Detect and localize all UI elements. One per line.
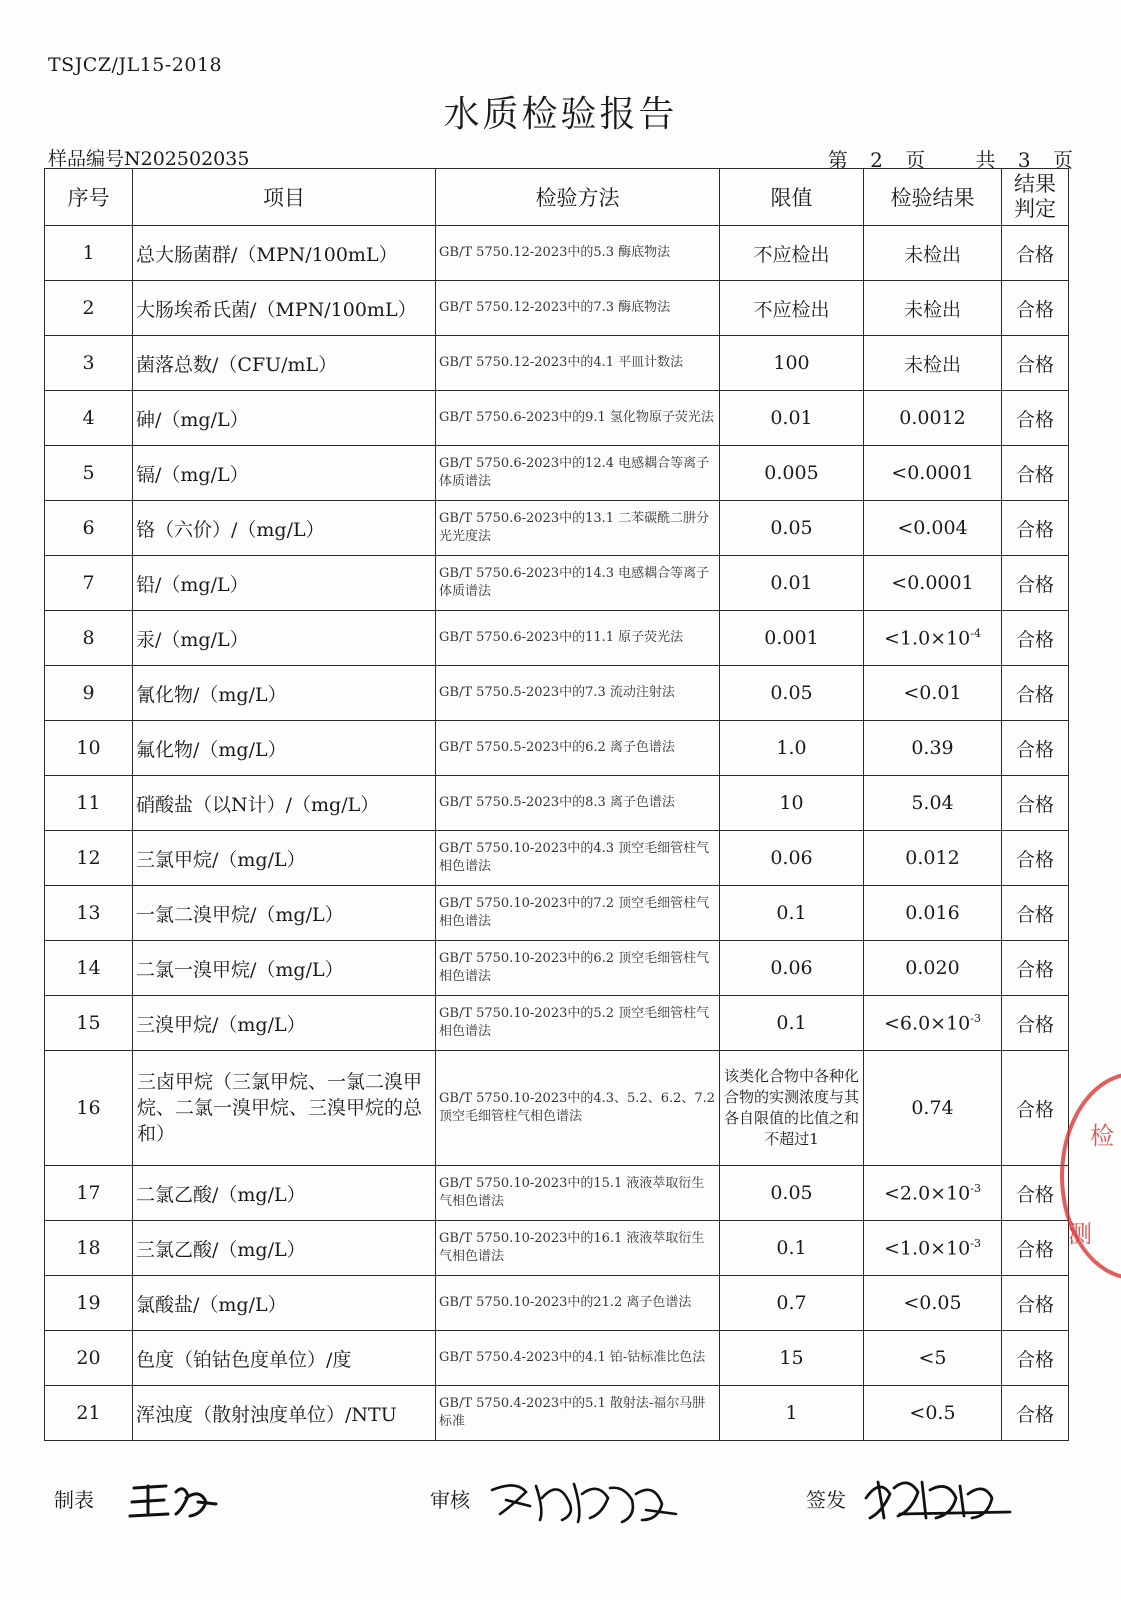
row-limit: 0.06 — [720, 941, 864, 996]
row-result: 0.016 — [864, 886, 1002, 941]
row-verdict: 合格 — [1002, 1221, 1069, 1276]
row-limit: 0.01 — [720, 556, 864, 611]
row-limit: 1.0 — [720, 721, 864, 776]
result-base: <1.0×10 — [884, 627, 971, 650]
row-item: 三溴甲烷/（mg/L） — [133, 996, 436, 1051]
table-row — [45, 1331, 1069, 1386]
row-method: GB/T 5750.6-2023中的11.1 原子荧光法 — [436, 611, 720, 666]
row-verdict: 合格 — [1002, 1166, 1069, 1221]
table-row — [45, 996, 1069, 1051]
official-stamp — [1060, 1072, 1121, 1280]
row-result: 0.0012 — [864, 391, 1002, 446]
row-verdict: 合格 — [1002, 556, 1069, 611]
row-limit: 不应检出 — [720, 281, 864, 336]
row-limit: 10 — [720, 776, 864, 831]
row-method: GB/T 5750.4-2023中的5.1 散射法-福尔马肼标准 — [436, 1386, 720, 1441]
row-number: 8 — [45, 611, 133, 666]
row-verdict: 合格 — [1002, 996, 1069, 1051]
row-limit: 100 — [720, 336, 864, 391]
results-table — [44, 168, 1069, 1441]
header-item: 项目 — [133, 169, 436, 226]
row-result: 0.012 — [864, 831, 1002, 886]
row-item: 氰化物/（mg/L） — [133, 666, 436, 721]
row-limit: 0.01 — [720, 391, 864, 446]
row-verdict: 合格 — [1002, 721, 1069, 776]
table-row — [45, 226, 1069, 281]
row-method: GB/T 5750.10-2023中的21.2 离子色谱法 — [436, 1276, 720, 1331]
row-result: <0.05 — [864, 1276, 1002, 1331]
row-item: 三氯甲烷/（mg/L） — [133, 831, 436, 886]
row-limit: 0.1 — [720, 996, 864, 1051]
result-base: <2.0×10 — [884, 1182, 971, 1205]
header-limit: 限值 — [720, 169, 864, 226]
row-method: GB/T 5750.10-2023中的16.1 液液萃取衍生气相色谱法 — [436, 1221, 720, 1276]
issue-label: 签发 — [806, 1488, 846, 1512]
row-method: GB/T 5750.6-2023中的12.4 电感耦合等离子体质谱法 — [436, 446, 720, 501]
row-result — [864, 1166, 1002, 1221]
row-result: 0.020 — [864, 941, 1002, 996]
row-item: 总大肠菌群/（MPN/100mL） — [133, 226, 436, 281]
row-limit: 1 — [720, 1386, 864, 1441]
row-limit: 0.1 — [720, 886, 864, 941]
document-code: TSJCZ/JL15-2018 — [48, 54, 223, 76]
result-base: <1.0×10 — [884, 1237, 971, 1260]
result-exponent: -3 — [970, 1181, 981, 1195]
row-result: 未检出 — [864, 336, 1002, 391]
prepared-label: 制表 — [54, 1488, 94, 1512]
row-number: 4 — [45, 391, 133, 446]
row-method: GB/T 5750.5-2023中的8.3 离子色谱法 — [436, 776, 720, 831]
row-item: 铬（六价）/（mg/L） — [133, 501, 436, 556]
table-header-row — [45, 169, 1069, 226]
row-verdict: 合格 — [1002, 446, 1069, 501]
row-limit: 15 — [720, 1331, 864, 1386]
row-verdict: 合格 — [1002, 226, 1069, 281]
table-row — [45, 1051, 1069, 1166]
table-row — [45, 1386, 1069, 1441]
row-limit: 该类化合物中各种化合物的实测浓度与其各自限值的比值之和不超过1 — [720, 1051, 864, 1166]
row-verdict: 合格 — [1002, 886, 1069, 941]
row-item: 浑浊度（散射浊度单位）/NTU — [133, 1386, 436, 1441]
row-item: 菌落总数/（CFU/mL） — [133, 336, 436, 391]
row-verdict: 合格 — [1002, 1386, 1069, 1441]
review-label: 审核 — [430, 1488, 470, 1512]
report-title: 水质检验报告 — [443, 94, 678, 135]
table-row — [45, 776, 1069, 831]
result-exponent: -4 — [970, 626, 981, 640]
row-number: 5 — [45, 446, 133, 501]
row-item: 氯酸盐/（mg/L） — [133, 1276, 436, 1331]
row-item: 砷/（mg/L） — [133, 391, 436, 446]
table-row — [45, 721, 1069, 776]
row-item: 汞/（mg/L） — [133, 611, 436, 666]
row-item: 硝酸盐（以N计）/（mg/L） — [133, 776, 436, 831]
result-exponent: -3 — [970, 1011, 981, 1025]
row-result: 0.74 — [864, 1051, 1002, 1166]
row-item: 大肠埃希氏菌/（MPN/100mL） — [133, 281, 436, 336]
row-method: GB/T 5750.5-2023中的7.3 流动注射法 — [436, 666, 720, 721]
page-total-prefix: 共 — [975, 148, 996, 172]
header-result: 检验结果 — [864, 169, 1002, 226]
table-row — [45, 336, 1069, 391]
table-row — [45, 666, 1069, 721]
stamp-char-1: 检 — [1090, 1122, 1114, 1150]
sample-number: 样品编号N202502035 — [48, 148, 250, 170]
row-method: GB/T 5750.10-2023中的6.2 顶空毛细管柱气相色谱法 — [436, 941, 720, 996]
result-base: <6.0×10 — [884, 1012, 971, 1035]
row-number: 13 — [45, 886, 133, 941]
row-number: 17 — [45, 1166, 133, 1221]
row-number: 20 — [45, 1331, 133, 1386]
table-row — [45, 501, 1069, 556]
row-item: 二氯乙酸/（mg/L） — [133, 1166, 436, 1221]
row-result: <0.0001 — [864, 446, 1002, 501]
row-number: 2 — [45, 281, 133, 336]
row-result — [864, 611, 1002, 666]
row-number: 11 — [45, 776, 133, 831]
row-number: 3 — [45, 336, 133, 391]
table-row — [45, 941, 1069, 996]
row-number: 18 — [45, 1221, 133, 1276]
row-number: 7 — [45, 556, 133, 611]
row-number: 10 — [45, 721, 133, 776]
row-method: GB/T 5750.12-2023中的7.3 酶底物法 — [436, 281, 720, 336]
table-row — [45, 886, 1069, 941]
row-item: 三卤甲烷（三氯甲烷、一氯二溴甲烷、二氯一溴甲烷、三溴甲烷的总和） — [133, 1051, 436, 1166]
row-method: GB/T 5750.5-2023中的6.2 离子色谱法 — [436, 721, 720, 776]
row-limit: 0.05 — [720, 666, 864, 721]
row-method: GB/T 5750.10-2023中的4.3、5.2、6.2、7.2 顶空毛细管柱气相色谱法 — [436, 1051, 720, 1166]
row-item: 铅/（mg/L） — [133, 556, 436, 611]
row-number: 14 — [45, 941, 133, 996]
page-current: 2 — [870, 148, 883, 172]
issue-signature — [860, 1468, 1020, 1528]
row-verdict: 合格 — [1002, 666, 1069, 721]
stamp-char-2: 测 — [1068, 1220, 1092, 1248]
row-verdict: 合格 — [1002, 831, 1069, 886]
row-method: GB/T 5750.6-2023中的9.1 氢化物原子荧光法 — [436, 391, 720, 446]
row-verdict: 合格 — [1002, 391, 1069, 446]
row-number: 9 — [45, 666, 133, 721]
table-row — [45, 556, 1069, 611]
page-mid: 页 — [905, 148, 926, 172]
row-result — [864, 1221, 1002, 1276]
row-number: 6 — [45, 501, 133, 556]
row-item: 一氯二溴甲烷/（mg/L） — [133, 886, 436, 941]
row-method: GB/T 5750.10-2023中的7.2 顶空毛细管柱气相色谱法 — [436, 886, 720, 941]
table-row — [45, 611, 1069, 666]
header-method: 检验方法 — [436, 169, 720, 226]
row-limit: 0.06 — [720, 831, 864, 886]
table-row — [45, 391, 1069, 446]
row-result: <0.0001 — [864, 556, 1002, 611]
row-result: <0.004 — [864, 501, 1002, 556]
page-total: 3 — [1017, 148, 1031, 172]
table-row — [45, 1276, 1069, 1331]
row-number: 21 — [45, 1386, 133, 1441]
row-number: 19 — [45, 1276, 133, 1331]
row-method: GB/T 5750.6-2023中的14.3 电感耦合等离子体质谱法 — [436, 556, 720, 611]
row-item: 二氯一溴甲烷/（mg/L） — [133, 941, 436, 996]
table-row — [45, 1221, 1069, 1276]
row-item: 氟化物/（mg/L） — [133, 721, 436, 776]
row-result: 未检出 — [864, 281, 1002, 336]
row-verdict: 合格 — [1002, 776, 1069, 831]
result-exponent: -3 — [970, 1236, 981, 1250]
row-limit: 不应检出 — [720, 226, 864, 281]
row-method: GB/T 5750.12-2023中的4.1 平皿计数法 — [436, 336, 720, 391]
row-limit: 0.7 — [720, 1276, 864, 1331]
row-method: GB/T 5750.12-2023中的5.3 酶底物法 — [436, 226, 720, 281]
row-result: <0.5 — [864, 1386, 1002, 1441]
row-item: 镉/（mg/L） — [133, 446, 436, 501]
header-verdict: 结果判定 — [1002, 169, 1069, 226]
row-verdict: 合格 — [1002, 501, 1069, 556]
page-prefix: 第 — [827, 148, 848, 172]
row-limit: 0.05 — [720, 501, 864, 556]
row-number: 12 — [45, 831, 133, 886]
prepared-signature — [126, 1474, 226, 1524]
row-verdict: 合格 — [1002, 1051, 1069, 1166]
header-no: 序号 — [45, 169, 133, 226]
row-result — [864, 996, 1002, 1051]
row-method: GB/T 5750.10-2023中的15.1 液液萃取衍生气相色谱法 — [436, 1166, 720, 1221]
page-suffix: 页 — [1053, 148, 1073, 172]
row-result: <5 — [864, 1331, 1002, 1386]
row-method: GB/T 5750.10-2023中的5.2 顶空毛细管柱气相色谱法 — [436, 996, 720, 1051]
row-verdict: 合格 — [1002, 941, 1069, 996]
row-number: 16 — [45, 1051, 133, 1166]
row-method: GB/T 5750.4-2023中的4.1 铂-钴标准比色法 — [436, 1331, 720, 1386]
row-item: 三氯乙酸/（mg/L） — [133, 1221, 436, 1276]
row-number: 15 — [45, 996, 133, 1051]
row-limit: 0.1 — [720, 1221, 864, 1276]
row-verdict: 合格 — [1002, 611, 1069, 666]
table-row — [45, 281, 1069, 336]
table-row — [45, 1166, 1069, 1221]
review-signature — [486, 1470, 686, 1530]
table-row — [45, 446, 1069, 501]
row-result: 5.04 — [864, 776, 1002, 831]
row-method: GB/T 5750.6-2023中的13.1 二苯碳酰二肼分光光度法 — [436, 501, 720, 556]
table-row — [45, 831, 1069, 886]
row-limit: 0.005 — [720, 446, 864, 501]
row-result: 0.39 — [864, 721, 1002, 776]
row-verdict: 合格 — [1002, 281, 1069, 336]
row-limit: 0.001 — [720, 611, 864, 666]
row-limit: 0.05 — [720, 1166, 864, 1221]
row-number: 1 — [45, 226, 133, 281]
row-item: 色度（铂钴色度单位）/度 — [133, 1331, 436, 1386]
row-method: GB/T 5750.10-2023中的4.3 顶空毛细管柱气相色谱法 — [436, 831, 720, 886]
row-result: <0.01 — [864, 666, 1002, 721]
row-verdict: 合格 — [1002, 1276, 1069, 1331]
row-verdict: 合格 — [1002, 336, 1069, 391]
row-result: 未检出 — [864, 226, 1002, 281]
row-verdict: 合格 — [1002, 1331, 1069, 1386]
